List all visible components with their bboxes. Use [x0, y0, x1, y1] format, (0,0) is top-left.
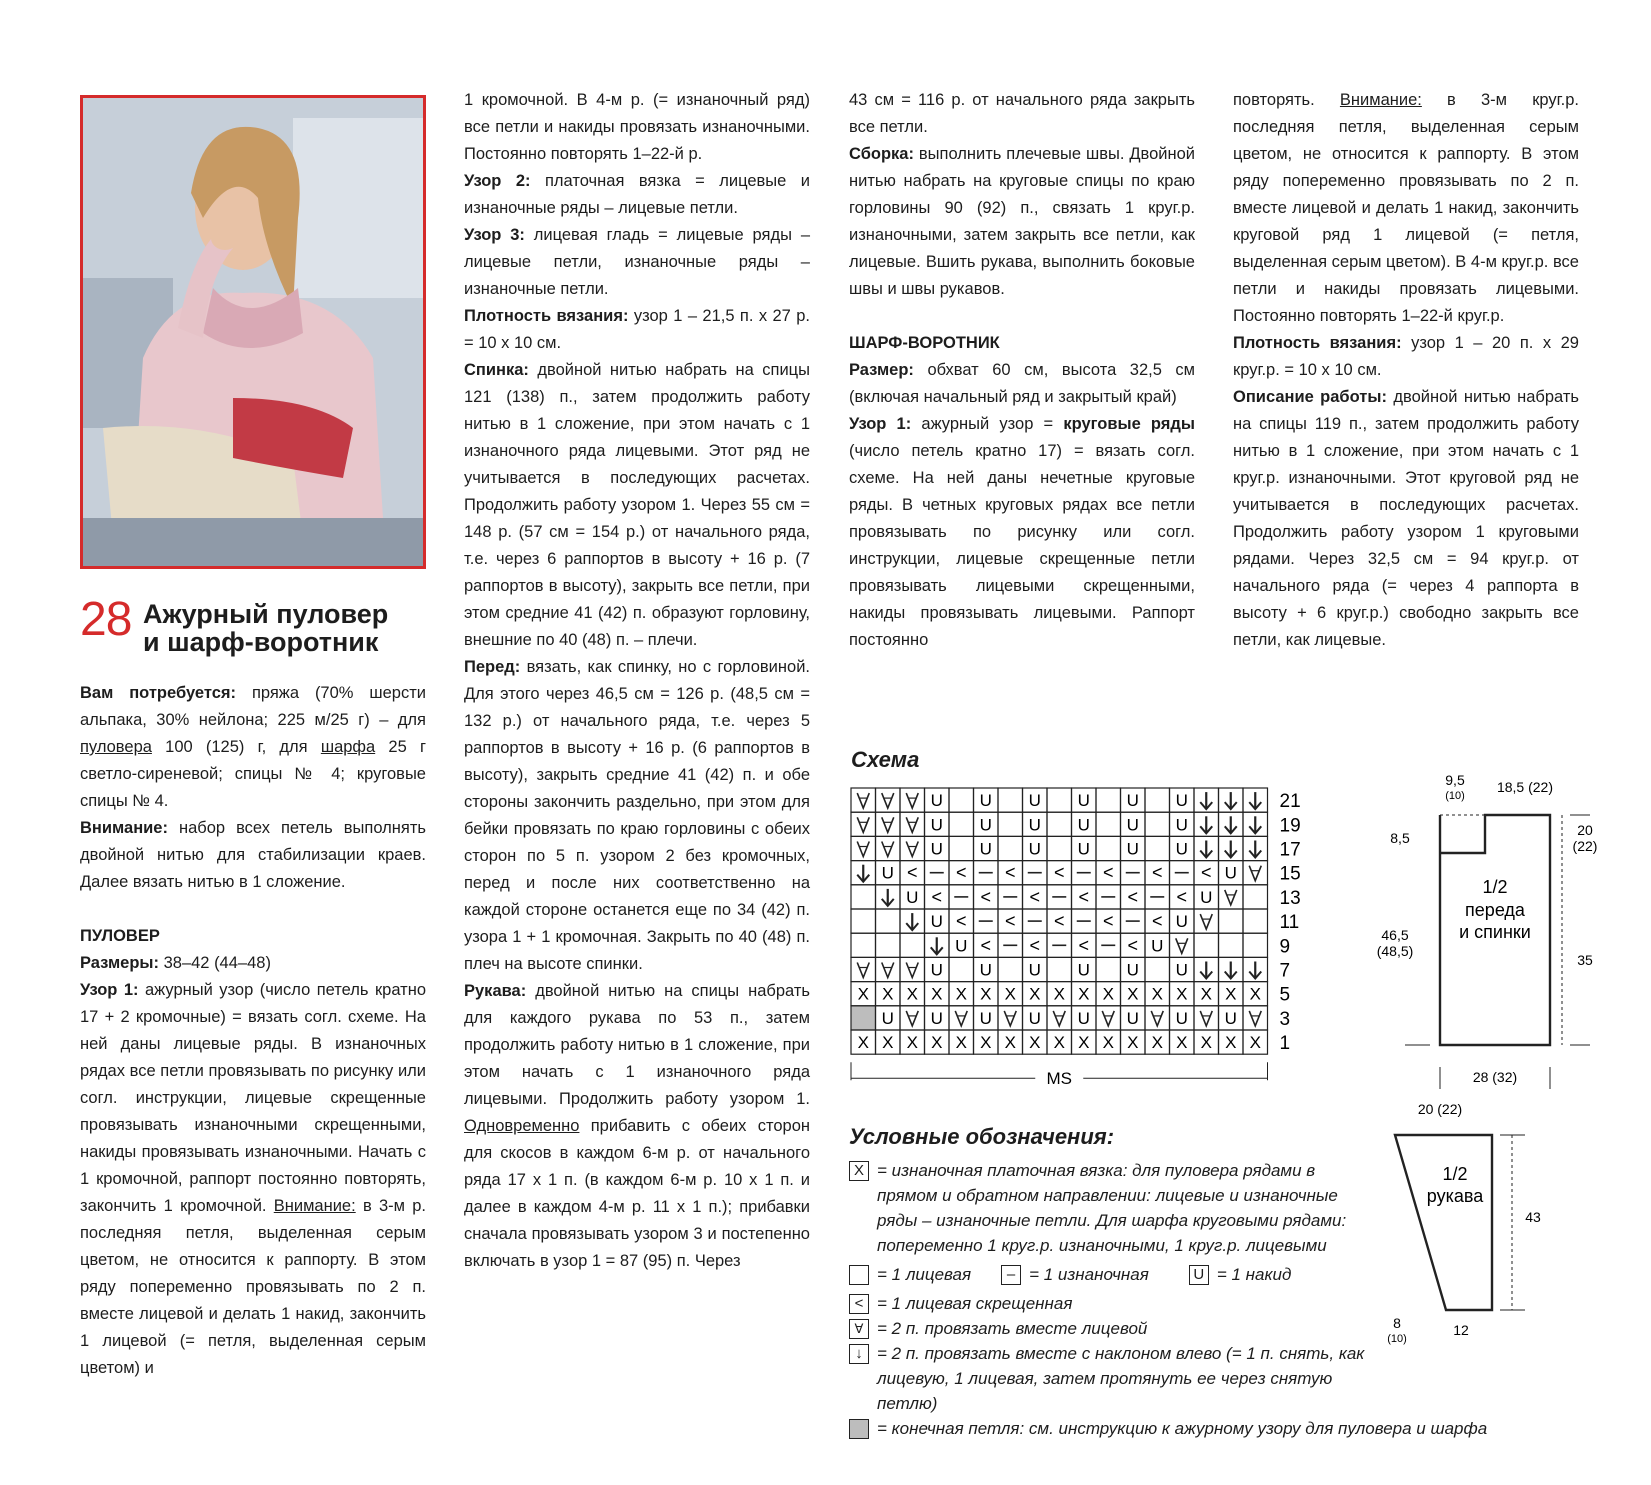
x-symbol: X	[955, 984, 967, 1004]
k2tog-symbol	[857, 842, 869, 857]
yarn-over-symbol: U	[1028, 839, 1041, 859]
sizes-paragraph: Размеры: 38–42 (44–48)	[80, 954, 271, 972]
twisted-knit-symbol: <	[1127, 886, 1139, 907]
dim-neck-width: 18,5 (22)	[1496, 779, 1554, 795]
chart-cell	[949, 788, 974, 812]
yarn-over-symbol: U	[1126, 960, 1139, 980]
twisted-knit-symbol: <	[1029, 935, 1041, 956]
sleeve-label-2: рукава	[1426, 1186, 1484, 1206]
yarn-over-symbol: U	[1126, 839, 1139, 859]
yarn-over-symbol: U	[930, 815, 943, 835]
chart-cell	[1047, 957, 1072, 981]
chart-cell	[998, 788, 1023, 812]
yarn-over-symbol: U	[1175, 839, 1188, 859]
k2tog-symbol	[1249, 866, 1261, 881]
chart-row-number: 7	[1279, 960, 1291, 982]
body-schematic	[1360, 755, 1620, 1085]
x-symbol: X	[1102, 1033, 1114, 1053]
scarf-size-paragraph: Размер: обхват 60 см, высота 32,5 см (включая начальный ряд и закрытый край)	[849, 361, 1195, 406]
chart-cell	[1243, 909, 1268, 933]
twisted-knit-symbol: <	[955, 911, 967, 932]
chart-cell	[851, 933, 876, 957]
model-photo	[80, 95, 426, 569]
k2tog-symbol	[1102, 1011, 1114, 1026]
chart-grid	[851, 788, 1268, 1054]
twisted-knit-symbol: <	[1176, 886, 1188, 907]
yarn-over-symbol: U	[1200, 887, 1213, 907]
k2tog-symbol	[906, 842, 918, 857]
dim-shoulder: 9,5	[1445, 772, 1465, 788]
chart-row-number: 11	[1279, 912, 1300, 934]
yarn-over-symbol: U	[1077, 815, 1090, 835]
yarn-over-symbol: U	[1151, 936, 1164, 956]
gray-edge-stitch-icon	[849, 1419, 869, 1439]
dim-neck-depth: 8,5	[1390, 830, 1410, 846]
pattern1-paragraph: Узор 1: ажурный узор (число петель кратно 17 + 2 кромочные) = вязать согл. схеме. На ней даны лицевые ряды. В изнаночных рядах все петли провязывать по рисунку или согл. инструкции, лицевые скрещенные провязывать изнаночными скрещенными, накиды провязывать изнаночными. Начать с 1 кромочной, раппорт постоянно повторять, закончить 1 кромочной. Внимание: в 3-м р. последняя петля, выделенная серым цветом, не относится к раппорту. В этом ряду попеременно провязывать по 2 п. вместе лицевой и делать 1 накид, закончить 1 лицевой (= петля, выделенная серым цветом) и	[80, 981, 427, 1377]
dim-sleeve-cuff: 12	[1453, 1322, 1469, 1338]
x-symbol: X	[1200, 1033, 1212, 1053]
page-title: Ажурный пуловер и шарф-воротник	[143, 599, 389, 657]
sleeves-paragraph: Рукава: двойной нитью на спицы набрать для каждого рукава по 53 п., затем продолжить работу нитью в 1 сложение, при этом начать с 1 изнаночного ряда лицевыми. Продолжить работу узором 1. Одновременно прибавить с обеих сторон для скосов в каждом 6-м р. от начального ряда 17 х 1 п. (в каждом 6-м р. 10 х 1 п. и далее в каждом 4-м р. 11 х 1 п.); прибавки сначала провязывать узором 3 и постепенно включать в узор 1 = 87 (95) п. Через	[464, 982, 810, 1270]
dim-sleeve-top: 20 (22)	[1417, 1101, 1463, 1117]
chart-repeat-label: MS	[1046, 1069, 1072, 1089]
k2tog-symbol	[1200, 914, 1212, 929]
chart-cell	[998, 812, 1023, 836]
chart-cell	[1145, 788, 1170, 812]
yarn-over-symbol: U	[1126, 815, 1139, 835]
legend-item-garter-purl: X = изнаночная платочная вязка: для пуловера рядами в прямом и обратном направлении: лицевые и изнаночные ряды – изнаночные петли. Для шарфа круговыми рядами: попеременно 1 круг.р. изнаночными, 1 круг.р. лицевыми	[849, 1158, 1369, 1258]
k2tog-symbol	[882, 817, 894, 832]
chart-row-number: 3	[1279, 1008, 1291, 1030]
k2tog-symbol	[882, 963, 894, 978]
yarn-over-symbol: U	[1077, 791, 1090, 811]
yarn-over-symbol: U	[1126, 1008, 1139, 1028]
twisted-knit-symbol: <	[1102, 862, 1114, 883]
twisted-knit-symbol: <	[931, 886, 943, 907]
twisted-knit-symbol-icon: <	[849, 1294, 869, 1314]
k2tog-symbol	[1053, 1011, 1065, 1026]
legend-item-k2tog: ∀ = 2 п. провязать вместе лицевой	[849, 1316, 1599, 1341]
yarn-over-symbol-icon: U	[1189, 1265, 1209, 1285]
assembly-paragraph: Сборка: выполнить плечевые швы. Двойной нитью набрать на круговые спицы по краю горловины 90 (92) п., связать 1 круг.р. изнаночными, затем закрыть все петли, как лицевые. Вшить рукава, выполнить боковые швы и швы рукавов.	[849, 145, 1195, 298]
chart-cell	[1096, 957, 1121, 981]
yarn-over-symbol: U	[930, 1008, 943, 1028]
k2tog-symbol	[1151, 1011, 1163, 1026]
scarf-density-paragraph: Плотность вязания: узор 1 – 20 п. х 29 круг.р. = 10 х 10 см.	[1233, 334, 1579, 379]
front-paragraph: Перед: вязать, как спинку, но с горловиной. Для этого через 46,5 см = 126 р. (48,5 см = 132 р.) от начального ряда, т.е. через 5 раппортов в высоту + 16 р. (6 раппортов в высоту), закрыть средние 41 (42) п. и обе стороны закончить раздельно, при этом для бейки провязать по краю горловины с обеих сторон по 5 п. узором 2 без кромочных, перед и после них соответственно на каждой стороне останется еще по 34 (42) п. узора 1 + 1 кромочная. Закрыть по 40 (48) п. плеч на высоте спинки.	[464, 658, 810, 973]
twisted-knit-symbol: <	[980, 935, 992, 956]
chart-cell	[998, 957, 1023, 981]
legend-item-edge: = конечная петля: см. инструкцию к ажурному узору для пуловера и шарфа	[849, 1416, 1599, 1441]
x-symbol: X	[1053, 984, 1065, 1004]
chart-row-number: 9	[1279, 936, 1291, 958]
legend-item-purl: = 1 изнаночная	[1029, 1265, 1149, 1284]
chart-row-number: 17	[1279, 839, 1301, 861]
x-symbol: X	[882, 984, 894, 1004]
yarn-over-symbol: U	[1224, 1008, 1237, 1028]
x-symbol: X	[980, 1033, 992, 1053]
k2tog-symbol	[857, 793, 869, 808]
density-paragraph: Плотность вязания: узор 1 – 21,5 п. х 27 р. = 10 х 10 см.	[464, 307, 810, 352]
attention-paragraph: Внимание: набор всех петель выполнять двойной нитью для стабилизации краев. Далее вязать нитью в 1 сложение.	[80, 819, 426, 891]
k2tog-symbol	[906, 1011, 918, 1026]
twisted-knit-symbol: <	[1151, 862, 1163, 883]
x-symbol: X	[1249, 1033, 1261, 1053]
x-symbol: X	[1200, 984, 1212, 1004]
twisted-knit-symbol: <	[1200, 862, 1212, 883]
chart-cell	[1145, 812, 1170, 836]
x-symbol: X	[1151, 984, 1163, 1004]
gray-cell	[851, 1006, 876, 1030]
k2tog-symbol	[906, 817, 918, 832]
column-1	[80, 680, 426, 1382]
yarn-over-symbol: U	[979, 1008, 992, 1028]
yarn-over-symbol: U	[906, 887, 919, 907]
x-symbol: X	[906, 984, 918, 1004]
k2tog-symbol	[1225, 890, 1237, 905]
x-symbol: X	[1225, 1033, 1237, 1053]
yarn-over-symbol: U	[979, 815, 992, 835]
pattern1-continued: 1 кромочной. В 4-м р. (= изнаночный ряд) все петли и накиды провязать изнаночными. Постоянно повторять 1–22-й р.	[464, 91, 810, 163]
chart-cell	[1194, 933, 1219, 957]
twisted-knit-symbol: <	[980, 886, 992, 907]
chart-cell	[1096, 836, 1121, 860]
yarn-over-symbol: U	[955, 936, 968, 956]
k2tog-symbol	[1176, 938, 1188, 953]
dim-sleeve-bottom: 8	[1393, 1315, 1401, 1331]
yarn-over-symbol: U	[1126, 791, 1139, 811]
k2tog-symbol	[857, 817, 869, 832]
dim-shoulder-alt: (10)	[1445, 790, 1465, 802]
yarn-over-symbol: U	[1077, 1008, 1090, 1028]
yarn-over-symbol: U	[930, 791, 943, 811]
yarn-over-symbol: U	[1028, 815, 1041, 835]
chart-cell	[1219, 933, 1244, 957]
model-photo-illustration	[83, 98, 423, 566]
chart-cell	[1219, 909, 1244, 933]
yarn-over-symbol: U	[979, 791, 992, 811]
k2tog-symbol	[1249, 1011, 1261, 1026]
sleeve-label-1: 1/2	[1442, 1164, 1468, 1184]
x-symbol: X	[955, 1033, 967, 1053]
sleeves-continued: 43 см = 116 р. от начального ряда закрыть все петли.	[849, 91, 1195, 136]
chart-row-number: 13	[1279, 887, 1301, 909]
pullover-heading: ПУЛОВЕР	[80, 927, 160, 945]
x-symbol: X	[1151, 1033, 1163, 1053]
k2tog-symbol	[906, 963, 918, 978]
twisted-knit-symbol: <	[1004, 862, 1016, 883]
chart-cell	[1145, 836, 1170, 860]
legend-heading: Условные обозначения:	[849, 1124, 1115, 1149]
twisted-knit-symbol: <	[1102, 911, 1114, 932]
yarn-over-symbol: U	[1028, 1008, 1041, 1028]
knitting-chart	[849, 780, 1301, 1089]
yarn-over-symbol: U	[979, 839, 992, 859]
x-symbol: X	[906, 1033, 918, 1053]
x-symbol: X	[931, 1033, 943, 1053]
chart-cell	[949, 836, 974, 860]
back-paragraph: Спинка: двойной нитью набрать на спицы 121 (138) п., затем продолжить работу нитью в 1 сложение, при этом начать с 1 изнаночного ряда лицевыми. Этот ряд не учитывается в последующих расчетах. Продолжить работу узором 1. Через 55 см = 148 р. (57 см = 154 р.) от начального ряда, т.е. через 6 раппортов в высоту + 16 р. (7 раппортов в высоту), закрыть все петли, при этом средние 41 (42) п. образуют горловину, внешние по 40 (48) п. – плечи.	[464, 361, 810, 649]
pattern2-paragraph: Узор 2: платочная вязка = лицевые и изнаночные ряды – лицевые петли.	[464, 172, 810, 217]
x-symbol: X	[1127, 984, 1139, 1004]
yarn-over-symbol: U	[881, 863, 894, 883]
yarn-over-symbol: U	[1028, 791, 1041, 811]
yarn-over-symbol: U	[1175, 1008, 1188, 1028]
dim-armhole-alt: (22)	[1572, 838, 1598, 854]
legend	[849, 1158, 1599, 1441]
legend-item-twisted: < = 1 лицевая скрещенная	[849, 1291, 1599, 1316]
chart-row-number: 15	[1279, 863, 1301, 885]
materials-paragraph: Вам потребуется: пряжа (70% шерсти альпака, 30% нейлона; 225 м/25 г) – для пуловера 100 (125) г, для шарфа 25 г светло-сиреневой; спицы № 4; круговые спицы № 4.	[80, 684, 426, 810]
k2tog-symbol	[882, 842, 894, 857]
column-4	[1233, 87, 1579, 654]
pattern3-paragraph: Узор 3: лицевая гладь = лицевые ряды – лицевые петли, изнаночные ряды – изнаночные петли.	[464, 226, 810, 298]
body-label-2: переда	[1465, 900, 1525, 920]
dim-sleeve-bottom-alt: (10)	[1387, 1333, 1407, 1345]
twisted-knit-symbol: <	[955, 862, 967, 883]
x-symbol: X	[1078, 984, 1090, 1004]
yarn-over-symbol: U	[979, 960, 992, 980]
chart-cell	[1096, 812, 1121, 836]
twisted-knit-symbol: <	[1053, 862, 1065, 883]
x-symbol: X	[1004, 1033, 1016, 1053]
column-2	[464, 87, 810, 1275]
x-symbol: X	[1053, 1033, 1065, 1053]
x-symbol: X	[1176, 1033, 1188, 1053]
k2tog-symbol	[955, 1011, 967, 1026]
chart-cell	[900, 933, 925, 957]
yarn-over-symbol: U	[930, 960, 943, 980]
twisted-knit-symbol: <	[1127, 935, 1139, 956]
pattern-number: 28	[80, 593, 132, 646]
chart-cell	[876, 909, 901, 933]
k2tog-symbol	[857, 963, 869, 978]
chart-cell	[1096, 788, 1121, 812]
twisted-knit-symbol: <	[906, 862, 918, 883]
x-symbol: X	[1249, 984, 1261, 1004]
body-label-1: 1/2	[1482, 877, 1508, 897]
yarn-over-symbol: U	[1175, 791, 1188, 811]
twisted-knit-symbol: <	[1053, 911, 1065, 932]
dim-total-height-alt: (48,5)	[1376, 943, 1414, 959]
chart-heading: Схема	[851, 747, 920, 772]
twisted-knit-symbol: <	[1004, 911, 1016, 932]
chart-cell	[1243, 933, 1268, 957]
x-symbol: X	[1004, 984, 1016, 1004]
yarn-over-symbol: U	[930, 839, 943, 859]
scarf-pattern1-paragraph: Узор 1: ажурный узор = круговые ряды (число петель кратно 17) = вязать согл. схеме. На ней даны нечетные круговые ряды. В четных круговых рядах все петли провязывать по рисунку или согл. инструкции, лицевые скрещенные петли провязывать лицевыми скрещенными, накиды провязывать лицевыми. Раппорт постоянно	[849, 415, 1195, 649]
x-symbol: X	[1225, 984, 1237, 1004]
x-symbol: X	[1127, 1033, 1139, 1053]
knit-symbol-icon	[849, 1265, 869, 1285]
x-symbol: X	[1176, 984, 1188, 1004]
dim-width: 28 (32)	[1472, 1069, 1518, 1085]
k2tog-symbol	[906, 793, 918, 808]
chart-cell	[998, 836, 1023, 860]
chart-cell	[1243, 885, 1268, 909]
x-symbol: X	[980, 984, 992, 1004]
x-symbol: X	[882, 1033, 894, 1053]
k2tog-symbol	[1200, 1011, 1212, 1026]
chart-row-number: 21	[1279, 791, 1301, 813]
chart-cell	[1047, 812, 1072, 836]
x-symbol: X	[1029, 984, 1041, 1004]
chart-cell	[1047, 836, 1072, 860]
scarf-heading: ШАРФ-ВОРОТНИК	[849, 334, 1000, 352]
x-symbol: X	[1078, 1033, 1090, 1053]
legend-item-knit: = 1 лицевая	[877, 1265, 972, 1284]
scarf-pattern1-continued: повторять. Внимание: в 3-м круг.р. последняя петля, выделенная серым цветом, не относится к раппорту. В этом ряду попеременно провязывать по 2 п. вместе лицевой и делать 1 накид, закончить круговой ряд 1 лицевой (= петля, выделенная серым цветом). В 4-м круг.р. все петли и накиды провязать лицевыми. Постоянно повторять 1–22-й круг.р.	[1233, 91, 1580, 325]
dim-armhole: 20	[1577, 822, 1593, 838]
chart-row-number: 19	[1279, 815, 1301, 837]
purl-symbol-icon: –	[1001, 1265, 1021, 1285]
yarn-over-symbol: U	[930, 912, 943, 932]
chart-cell	[851, 909, 876, 933]
yarn-over-symbol: U	[1175, 815, 1188, 835]
x-symbol: X	[1029, 1033, 1041, 1053]
chart-row-number: 5	[1279, 984, 1291, 1006]
chart-row-number: 1	[1279, 1033, 1291, 1055]
column-3	[849, 87, 1195, 654]
body-label-3: и спинки	[1459, 922, 1531, 942]
k2tog-symbol	[882, 793, 894, 808]
dim-total-height: 46,5	[1381, 927, 1409, 943]
chart-cell	[949, 957, 974, 981]
x-symbol: X	[857, 984, 869, 1004]
x-symbol: X	[931, 984, 943, 1004]
chart-cell	[876, 933, 901, 957]
twisted-knit-symbol: <	[1151, 911, 1163, 932]
x-symbol-icon: X	[849, 1161, 869, 1181]
x-symbol: X	[857, 1033, 869, 1053]
yarn-over-symbol: U	[1175, 960, 1188, 980]
yarn-over-symbol: U	[1175, 912, 1188, 932]
twisted-knit-symbol: <	[1078, 935, 1090, 956]
legend-item-yarn-over: = 1 накид	[1216, 1265, 1292, 1284]
yarn-over-symbol: U	[1028, 960, 1041, 980]
yarn-over-symbol: U	[1077, 960, 1090, 980]
x-symbol: X	[1102, 984, 1114, 1004]
chart-cell	[949, 812, 974, 836]
chart-cell	[851, 885, 876, 909]
chart-cell	[1047, 788, 1072, 812]
k2tog-symbol	[1004, 1011, 1016, 1026]
twisted-knit-symbol: <	[1078, 886, 1090, 907]
legend-item-ssk: ↓ = 2 п. провязать вместе с наклоном влево (= 1 п. снять, как лицевую, 1 лицевая, затем протянуть ее через снятую петлю)	[849, 1341, 1389, 1416]
yarn-over-symbol: U	[1224, 863, 1237, 883]
chart-cell	[1145, 957, 1170, 981]
twisted-knit-symbol: <	[1029, 886, 1041, 907]
yarn-over-symbol: U	[881, 1008, 894, 1028]
dim-sleeve-height: 43	[1525, 1209, 1541, 1225]
scarf-description-paragraph: Описание работы: двойной нитью набрать на спицы 119 п., затем продолжить работу нитью в 1 сложение, при этом начать с 1 круг.р. изнаночными. Этот круговой ряд не учитывается в последующих расчетах. Продолжить работу узором 1 круговыми рядами. Через 32,5 см = 94 круг.р. от начального ряда (= через 4 раппорта в высоту + 6 круг.р.) свободно закрыть все петли, как лицевые.	[1233, 388, 1579, 649]
yarn-over-symbol: U	[1077, 839, 1090, 859]
dim-side: 35	[1577, 952, 1593, 968]
k2tog-symbol-icon: ∀	[849, 1319, 869, 1339]
ssk-symbol-icon: ↓	[849, 1344, 869, 1364]
